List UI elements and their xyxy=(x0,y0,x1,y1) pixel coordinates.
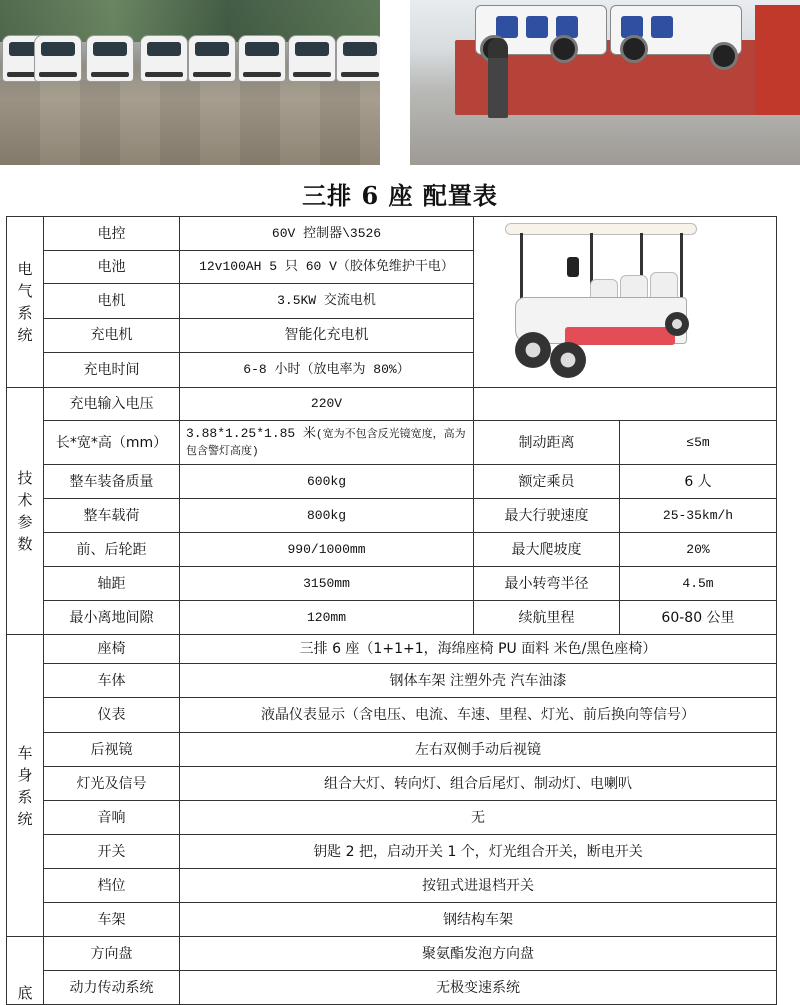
vehicle-icon xyxy=(86,35,134,82)
wheel-icon xyxy=(550,342,586,378)
table-row xyxy=(7,801,777,835)
row-label: 充电输入电压 xyxy=(44,388,180,421)
row-value: 钢结构车架 xyxy=(180,903,777,937)
wheel-icon xyxy=(665,312,689,336)
row-label: 续航里程 xyxy=(474,601,620,635)
row-value: 组合大灯、转向灯、组合后尾灯、制动灯、电喇叭 xyxy=(180,767,777,801)
category-body: 车身系统 xyxy=(7,635,44,937)
row-label: 音响 xyxy=(44,801,180,835)
row-value: 60-80 公里 xyxy=(620,601,777,635)
row-label: 制动距离 xyxy=(474,421,620,465)
golf-cart-image xyxy=(480,217,770,387)
row-label: 车架 xyxy=(44,903,180,937)
row-label: 最小离地间隙 xyxy=(44,601,180,635)
vehicle-icon xyxy=(336,35,380,82)
row-value: 无极变速系统 xyxy=(180,971,777,1005)
row-value: 三排 6 座（1+1+1，海绵座椅 PU 面料 米色/黑色座椅） xyxy=(180,635,777,664)
row-label: 仪表 xyxy=(44,698,180,733)
table-row xyxy=(7,635,777,664)
row-label: 车体 xyxy=(44,664,180,698)
row-value: 6 人 xyxy=(620,465,777,499)
row-value: 990/1000mm xyxy=(180,533,474,567)
row-label: 电机 xyxy=(44,284,180,318)
table-row xyxy=(7,971,777,1005)
row-label: 长*宽*高（mm） xyxy=(44,421,180,465)
row-label: 方向盘 xyxy=(44,937,180,971)
table-row xyxy=(7,664,777,698)
blank-cell xyxy=(474,388,777,421)
row-value: 3.5KW 交流电机 xyxy=(180,284,474,318)
photo-truck-loading xyxy=(410,0,800,165)
row-label: 轴距 xyxy=(44,567,180,601)
row-value: 钥匙 2 把，启动开关 1 个，灯光组合开关，断电开关 xyxy=(180,835,777,869)
row-value: 左右双侧手动后视镜 xyxy=(180,733,777,767)
vehicle-icon xyxy=(188,35,236,82)
vehicle-icon xyxy=(288,35,336,82)
row-value: 智能化充电机 xyxy=(180,318,474,352)
truck-cab xyxy=(755,5,800,115)
table-row xyxy=(7,698,777,733)
row-value: 220V xyxy=(180,388,474,421)
row-label: 充电时间 xyxy=(44,352,180,387)
row-value: 20% xyxy=(620,533,777,567)
row-label: 整车载荷 xyxy=(44,499,180,533)
row-label: 电控 xyxy=(44,217,180,251)
row-label: 档位 xyxy=(44,869,180,903)
dimension-value: 3.88*1.25*1.85 米 xyxy=(186,425,317,441)
spec-table xyxy=(6,216,777,1005)
cart-illustration-cell xyxy=(474,217,777,388)
row-value: 60V 控制器\3526 xyxy=(180,217,474,251)
table-row xyxy=(7,937,777,971)
row-label: 后视镜 xyxy=(44,733,180,767)
row-label: 灯光及信号 xyxy=(44,767,180,801)
row-value: 4.5m xyxy=(620,567,777,601)
table-row xyxy=(7,767,777,801)
worker xyxy=(488,38,508,118)
table-row xyxy=(7,533,777,567)
row-label: 最小转弯半径 xyxy=(474,567,620,601)
row-label: 前、后轮距 xyxy=(44,533,180,567)
category-tech: 技术参数 xyxy=(7,388,44,635)
table-row xyxy=(7,869,777,903)
table-row xyxy=(7,835,777,869)
row-value: 25-35km/h xyxy=(620,499,777,533)
row-label: 整车装备质量 xyxy=(44,465,180,499)
row-value: 6-8 小时（放电率为 80%） xyxy=(180,352,474,387)
row-value: 12v100AH 5 只 60 V（胶体免维护干电） xyxy=(180,251,474,284)
row-label: 额定乘员 xyxy=(474,465,620,499)
dimension-note: (宽为不包含反光镜宽度，高为包含警灯高度) xyxy=(186,428,466,458)
table-row xyxy=(7,733,777,767)
steering-wheel-icon xyxy=(567,257,579,277)
table-row xyxy=(7,567,777,601)
row-value: 无 xyxy=(180,801,777,835)
row-label: 电池 xyxy=(44,251,180,284)
category-chassis: 底 xyxy=(7,937,44,1005)
row-value: 800kg xyxy=(180,499,474,533)
row-value: 液晶仪表显示（含电压、电流、车速、里程、灯光、前后换向等信号） xyxy=(180,698,777,733)
row-value xyxy=(180,421,474,465)
table-row xyxy=(7,465,777,499)
row-value: 120mm xyxy=(180,601,474,635)
row-value: ≤5m xyxy=(620,421,777,465)
category-electric: 电气系统 xyxy=(7,217,44,388)
table-row xyxy=(7,601,777,635)
row-value: 3150mm xyxy=(180,567,474,601)
page-title: 三排 6 座 配置表 xyxy=(302,181,498,210)
wheel-icon xyxy=(515,332,551,368)
table-row xyxy=(7,499,777,533)
table-row xyxy=(7,388,777,421)
row-value: 按钮式进退档开关 xyxy=(180,869,777,903)
photo-parked-vehicles xyxy=(0,0,380,165)
row-label: 充电机 xyxy=(44,318,180,352)
row-label: 开关 xyxy=(44,835,180,869)
vehicle-icon xyxy=(140,35,188,82)
table-row xyxy=(7,421,777,465)
table-row xyxy=(7,217,777,251)
vehicle-icon xyxy=(238,35,286,82)
row-label: 动力传动系统 xyxy=(44,971,180,1005)
table-row xyxy=(7,903,777,937)
vehicle-icon xyxy=(34,35,82,82)
row-value: 600kg xyxy=(180,465,474,499)
row-label: 最大爬坡度 xyxy=(474,533,620,567)
row-label: 最大行驶速度 xyxy=(474,499,620,533)
row-value: 聚氨酯发泡方向盘 xyxy=(180,937,777,971)
row-value: 钢体车架 注塑外壳 汽车油漆 xyxy=(180,664,777,698)
row-label: 座椅 xyxy=(44,635,180,664)
